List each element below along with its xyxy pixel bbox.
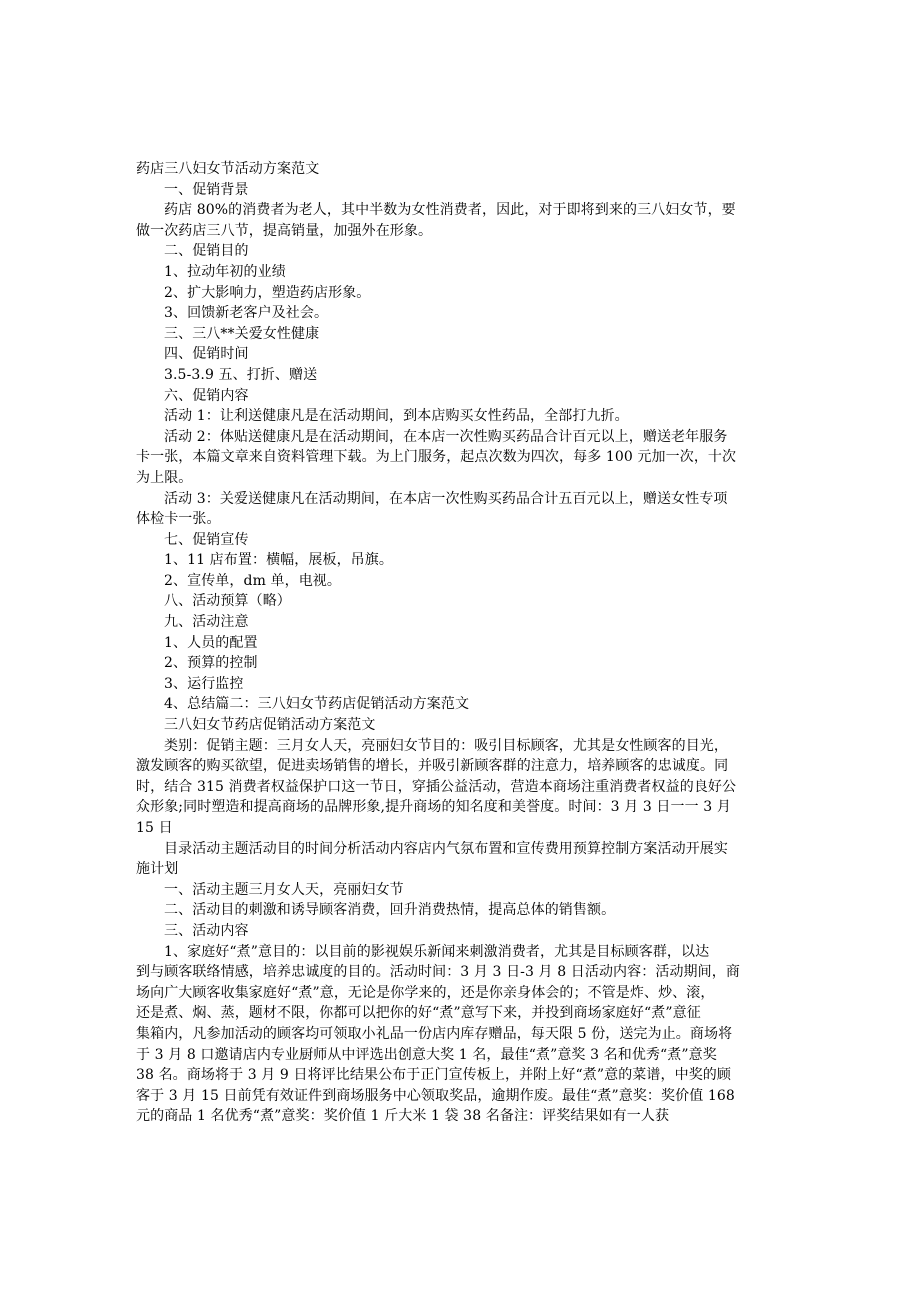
text-line: 到与顾客联络情感，培养忠诚度的目的。活动时间：3 月 3 日-3 月 8 日活动内容：活动期间，商 [136, 964, 740, 981]
text-line: 目录活动主题活动目的时间分析活动内容店内气氛布置和宣传费用预算控制方案活动开展实 [164, 840, 728, 857]
text-line: 药店 80%的消费者为老人，其中半数为女性消费者，因此，对于即将到来的三八妇女节，要 [164, 202, 736, 219]
text-line: 一、促销背景 [164, 181, 249, 198]
text-line: 活动 2：体贴送健康凡是在活动期间，在本店一次性购买药品合计百元以上，赠送老年服务 [164, 428, 728, 445]
text-line: 施计划 [136, 861, 179, 878]
text-line: 九、活动注意 [164, 614, 249, 631]
text-line: 1、拉动年初的业绩 [164, 263, 286, 280]
document-body [136, 159, 792, 1127]
text-line: 3.5-3.9 五、打折、赠送 [164, 366, 318, 383]
text-line: 为上限。 [136, 469, 193, 486]
text-line: 场向广大顾客收集家庭好“煮”意，无论是你学来的，还是你亲身体会的；不管是炸、炒、滚， [136, 984, 715, 1001]
text-line: 1、人员的配置 [164, 634, 258, 651]
text-line: 做一次药店三八节，提高销量，加强外在形象。 [136, 222, 433, 239]
text-line: 类别：促销主题：三月女人天，亮丽妇女节目的：吸引目标顾客，尤其是女性顾客的目光， [164, 737, 728, 754]
text-line: 众形象;同时塑造和提高商场的品牌形象,提升商场的知名度和美誉度。时间：3 月 3 日一一 3 月 [136, 799, 731, 816]
text-line: 元的商品 1 名优秀“煮”意奖：奖价值 1 斤大米 1 袋 38 名备注：评奖结果如有一人获 [136, 1108, 670, 1125]
text-line: 三、活动内容 [164, 922, 249, 939]
text-line: 2、预算的控制 [164, 655, 258, 672]
text-line: 活动 1：让利送健康凡是在活动期间，到本店购买女性药品，全部打九折。 [164, 408, 629, 425]
text-line: 2、扩大影响力，塑造药店形象。 [164, 284, 371, 301]
text-line: 二、促销目的 [164, 243, 249, 260]
text-line: 38 名。商场将于 3 月 9 日将评比结果公布于正门宣传板上，并附上好“煮”意的菜谱，中奖的顾 [136, 1067, 731, 1084]
text-line: 3、运行监控 [164, 675, 244, 692]
text-line: 1、11 店布置：横幅，展板，吊旗。 [164, 552, 393, 569]
text-line: 激发顾客的购买欲望，促进卖场销售的增长，并吸引新顾客群的注意力，培养顾客的忠诚度。同 [136, 758, 729, 775]
text-line: 二、活动目的刺激和诱导顾客消费，回升消费热情，提高总体的销售额。 [164, 902, 616, 919]
text-line: 15 日 [136, 820, 173, 836]
text-line: 一、活动主题三月女人天，亮丽妇女节 [164, 881, 404, 898]
text-line: 4、总结篇二：三八妇女节药店促销活动方案范文 [164, 696, 470, 713]
text-line: 3、回馈新老客户及社会。 [164, 305, 329, 322]
text-line: 体检卡一张。 [136, 511, 221, 528]
text-line: 集箱内，凡参加活动的顾客均可领取小礼品一份店内库存赠品，每天限 5 份，送完为止。商场将 [136, 1025, 733, 1042]
text-line: 八、活动预算（略） [164, 593, 291, 610]
text-line: 活动 3：关爱送健康凡在活动期间，在本店一次性购买药品合计五百元以上，赠送女性专项 [164, 490, 728, 507]
text-line: 四、促销时间 [164, 346, 249, 363]
text-line: 客于 3 月 15 日前凭有效证件到商场服务中心领取奖品，逾期作废。最佳“煮”意奖：奖价值 168 [136, 1087, 735, 1104]
text-line: 三八妇女节药店促销活动方案范文 [164, 717, 376, 734]
text-line: 时，结合 315 消费者权益保护口这一节日，穿插公益活动，营造本商场注重消费者权益的良好公 [136, 778, 737, 795]
text-line: 卡一张，本篇文章来自资料管理下载。为上门服务，起点次数为四次，每多 100 元加一次，十次 [136, 449, 737, 466]
text-line: 1、家庭好“煮”意目的：以目前的影视娱乐新闻来刺激消费者，尤其是目标顾客群，以达 [164, 943, 710, 960]
document-title: 药店三八妇女节活动方案范文 [136, 161, 320, 177]
text-line: 于 3 月 8 口邀请店内专业厨师从中评选出创意大奖 1 名，最佳“煮”意奖 3 名和优秀“煮”意奖 [136, 1046, 717, 1063]
text-line: 三、三八**关爱女性健康 [164, 325, 320, 342]
text-line: 还是煮、焖、蒸，题材不限，你都可以把你的好“煮”意写下来，并投到商场家庭好“煮”意征 [136, 1005, 701, 1022]
text-line: 六、促销内容 [164, 387, 249, 404]
text-line: 七、促销宣传 [164, 531, 249, 548]
text-line: 2、宣传单，dm 单，电视。 [164, 572, 341, 589]
